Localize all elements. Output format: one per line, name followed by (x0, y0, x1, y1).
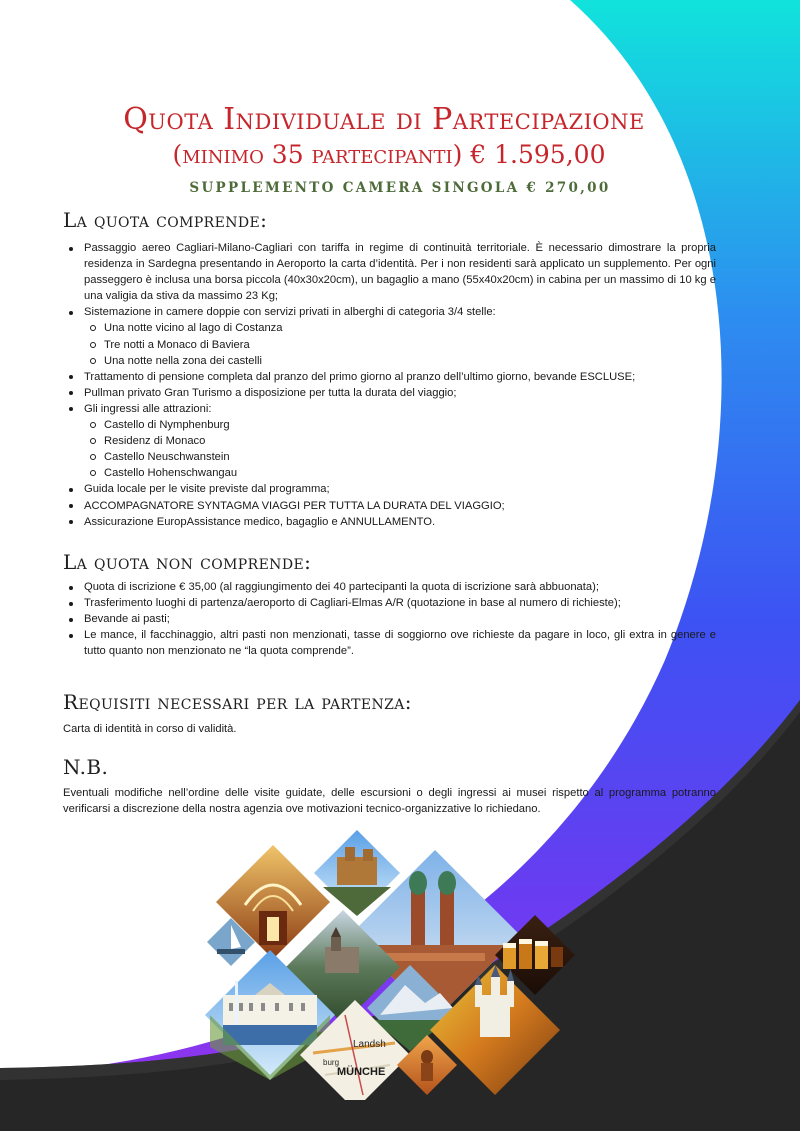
list-item-text: Gli ingressi alle attrazioni: (84, 402, 212, 415)
sub-list-item: Castello Neuschwanstein (84, 449, 716, 465)
list-item: Pullman privato Gran Turismo a disposizione per tutta la durata del viaggio; (63, 385, 716, 401)
includes-section (63, 240, 716, 530)
list-item: Guida locale per le visite previste dal programma; (63, 481, 716, 497)
list-item (63, 304, 716, 368)
sub-list (84, 417, 716, 481)
includes-list (63, 240, 716, 530)
photo-collage (195, 825, 590, 1100)
list-item: Bevande ai pasti; (63, 611, 716, 627)
includes-heading: La quota comprende: (63, 208, 268, 232)
list-item: Trattamento di pensione completa dal pranzo del primo giorno al pranzo dell’ultimo giorno, bevande ESCLUSE; (63, 369, 716, 385)
supplement-text: SUPPLEMENTO CAMERA SINGOLA € 270,00 (189, 180, 611, 196)
requirements-section (63, 721, 716, 737)
map-label-munchen: MÜNCHE (337, 1066, 386, 1078)
list-item: Le mance, il facchinaggio, altri pasti non menzionati, tasse di soggiorno ove richieste da pagare in loco, gli extra in genere e tutto quanto non menzionato ne “la quota comprende”. (63, 627, 716, 659)
sub-list-item: Residenz di Monaco (84, 433, 716, 449)
excludes-section (63, 579, 716, 659)
map-label-landsh: Landsh (353, 1039, 386, 1050)
nb-heading: N.B. (63, 755, 109, 779)
sub-list-item: Castello Hohenschwangau (84, 465, 716, 481)
excludes-list (63, 579, 716, 659)
list-item: Quota di iscrizione € 35,00 (al raggiungimento dei 40 partecipanti la quota di iscrizione sarà abbuonata); (63, 579, 716, 595)
list-item (63, 401, 716, 481)
excludes-heading: La quota non comprende: (63, 550, 312, 574)
list-item: ACCOMPAGNATORE SYNTAGMA VIAGGI PER TUTTA LA DURATA DEL VIAGGIO; (63, 498, 716, 514)
requirements-text: Carta di identità in corso di validità. (63, 723, 237, 735)
sub-list (84, 320, 716, 368)
sub-list-item: Una notte nella zona dei castelli (84, 353, 716, 369)
list-item: Assicurazione EuropAssistance medico, bagaglio e ANNULLAMENTO. (63, 514, 716, 530)
sub-list-item: Una notte vicino al lago di Costanza (84, 320, 716, 336)
requirements-heading: Requisiti necessari per la partenza: (63, 690, 412, 714)
list-item: Trasferimento luoghi di partenza/aeroporto di Cagliari-Elmas A/R (quotazione in base al numero di richieste); (63, 595, 716, 611)
sub-list-item: Castello di Nymphenburg (84, 417, 716, 433)
sub-list-item: Tre notti a Monaco di Baviera (84, 337, 716, 353)
list-item-text: Sistemazione in camere doppie con servizi privati in alberghi di categoria 3/4 stelle: (84, 306, 496, 319)
map-label-burg: burg (323, 1058, 340, 1067)
nb-text: Eventuali modifiche nell’ordine delle visite guidate, delle escursioni o degli ingressi ai musei rispetto al programma potranno verificarsi a discrezione della nostra agenzia ove motivazioni tecnico-organizzative lo richiedano. (63, 787, 716, 816)
main-title: Quota Individuale di Partecipazione (123, 102, 645, 137)
list-item: Passaggio aereo Cagliari-Milano-Cagliari con tariffa in regime di continuità territoriale. È necessario dimostrare la propria residenza in Sardegna presentando in Aeroporto la carta d’identità. Per i non residenti sarà applicato un supplemento. Per ogni passeggero è inclusa una borsa piccola (40x30x20cm), un bagaglio a mano (55x40x20cm) in cabina per un massimo di 10 kg e una valigia da stiva da massimo 23 Kg; (63, 240, 716, 304)
subtitle-price: (minimo 35 partecipanti) € 1.595,00 (172, 140, 606, 169)
nb-section (63, 785, 716, 817)
